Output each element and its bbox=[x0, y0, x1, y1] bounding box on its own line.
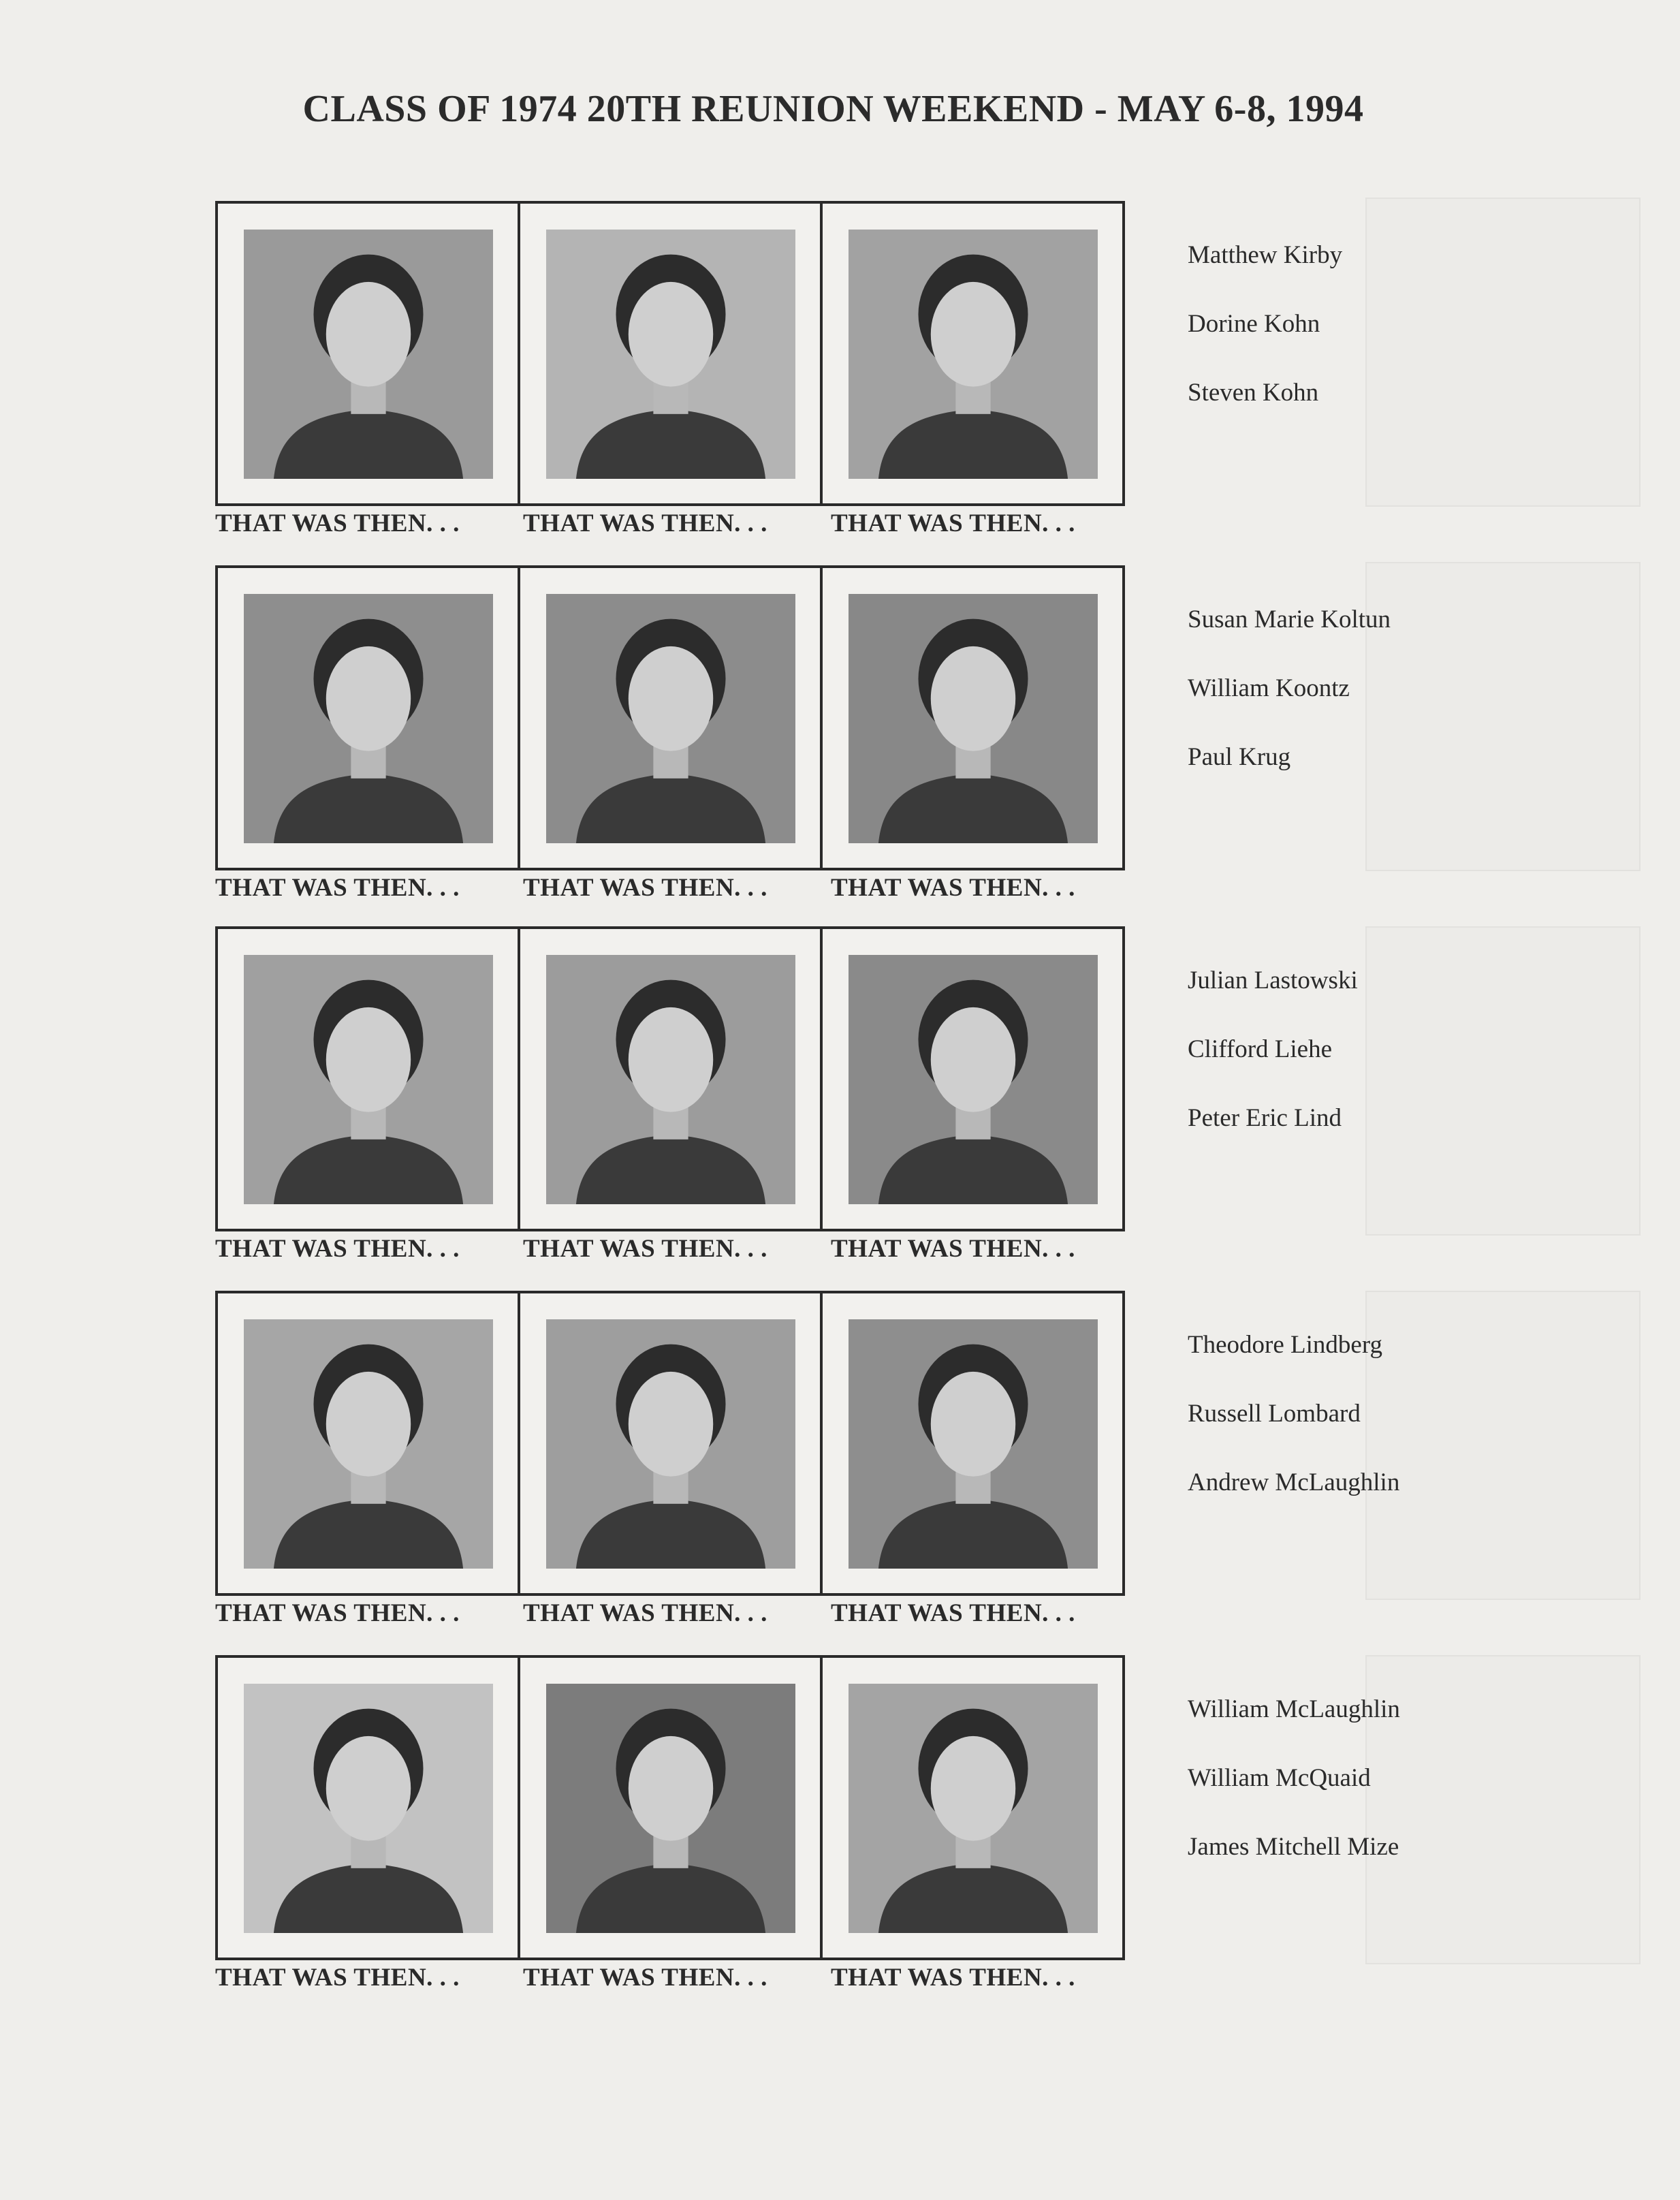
portrait-photo bbox=[849, 955, 1098, 1204]
portrait-photo bbox=[849, 594, 1098, 843]
portrait-photo bbox=[244, 230, 493, 479]
photo-frame bbox=[518, 565, 823, 870]
person-name: Matthew Kirby bbox=[1188, 241, 1343, 269]
face-shape bbox=[629, 282, 713, 387]
portrait-silhouette bbox=[849, 594, 1098, 843]
photo-frame bbox=[820, 926, 1125, 1231]
photo-frame bbox=[820, 565, 1125, 870]
shoulders-shape bbox=[274, 1864, 463, 1933]
face-shape bbox=[629, 646, 713, 751]
shoulders-shape bbox=[878, 1864, 1068, 1933]
photo-frame bbox=[820, 201, 1125, 506]
face-shape bbox=[629, 1007, 713, 1112]
face-shape bbox=[931, 1007, 1015, 1112]
person-name: William McLaughlin bbox=[1188, 1695, 1400, 1723]
name-list bbox=[1188, 1695, 1400, 1901]
bleed-through-shadow bbox=[1365, 198, 1641, 507]
photo-caption: THAT WAS THEN. . . bbox=[523, 1964, 767, 1992]
shoulders-shape bbox=[576, 1864, 765, 1933]
portrait-silhouette bbox=[849, 230, 1098, 479]
face-shape bbox=[931, 646, 1015, 751]
person-name: William Koontz bbox=[1188, 674, 1350, 702]
photo-frame bbox=[215, 1655, 520, 1960]
shoulders-shape bbox=[274, 409, 463, 479]
photo-caption: THAT WAS THEN. . . bbox=[215, 1599, 460, 1627]
photo-caption: THAT WAS THEN. . . bbox=[215, 874, 460, 902]
name-list bbox=[1188, 966, 1358, 1172]
portrait-photo bbox=[244, 955, 493, 1204]
photo-grid bbox=[215, 201, 1122, 506]
person-name: Theodore Lindberg bbox=[1188, 1331, 1382, 1359]
name-list bbox=[1188, 240, 1342, 447]
person-name: Andrew McLaughlin bbox=[1188, 1468, 1400, 1496]
caption-row bbox=[215, 1599, 1139, 1628]
shoulders-shape bbox=[274, 1135, 463, 1204]
shoulders-shape bbox=[274, 1499, 463, 1569]
person-name: Russell Lombard bbox=[1188, 1400, 1361, 1428]
photo-frame bbox=[215, 201, 520, 506]
portrait-silhouette bbox=[849, 955, 1098, 1204]
photo-caption: THAT WAS THEN. . . bbox=[215, 1235, 460, 1263]
portrait-photo bbox=[244, 1684, 493, 1933]
person-name: William McQuaid bbox=[1188, 1764, 1371, 1792]
bleed-through-shadow bbox=[1365, 1655, 1641, 1964]
person-name: Clifford Liehe bbox=[1188, 1035, 1333, 1063]
caption-row bbox=[215, 509, 1139, 538]
photo-caption: THAT WAS THEN. . . bbox=[831, 509, 1075, 537]
portrait-silhouette bbox=[244, 1319, 493, 1569]
photo-frame bbox=[518, 926, 823, 1231]
photo-grid bbox=[215, 565, 1122, 870]
face-shape bbox=[629, 1372, 713, 1477]
portrait-photo bbox=[849, 230, 1098, 479]
photo-grid bbox=[215, 926, 1122, 1231]
portrait-silhouette bbox=[244, 1684, 493, 1933]
person-name: Susan Marie Koltun bbox=[1188, 606, 1391, 633]
photo-caption: THAT WAS THEN. . . bbox=[523, 874, 767, 902]
photo-caption: THAT WAS THEN. . . bbox=[523, 509, 767, 537]
person-name: Dorine Kohn bbox=[1188, 310, 1320, 338]
shoulders-shape bbox=[274, 774, 463, 843]
photo-caption: THAT WAS THEN. . . bbox=[831, 1235, 1075, 1263]
name-list bbox=[1188, 1330, 1399, 1537]
portrait-photo bbox=[849, 1319, 1098, 1569]
photo-grid bbox=[215, 1291, 1122, 1596]
portrait-photo bbox=[546, 594, 795, 843]
photo-frame bbox=[215, 1291, 520, 1596]
portrait-photo bbox=[244, 594, 493, 843]
face-shape bbox=[326, 646, 411, 751]
page-title: CLASS OF 1974 20TH REUNION WEEKEND - MAY 6-8, 1994 bbox=[302, 88, 1364, 130]
shoulders-shape bbox=[878, 774, 1068, 843]
shoulders-shape bbox=[576, 1499, 765, 1569]
face-shape bbox=[931, 1736, 1015, 1841]
person-name: Peter Eric Lind bbox=[1188, 1104, 1342, 1132]
portrait-photo bbox=[546, 955, 795, 1204]
photo-frame bbox=[518, 1655, 823, 1960]
face-shape bbox=[326, 1372, 411, 1477]
portrait-silhouette bbox=[546, 1319, 795, 1569]
bleed-through-shadow bbox=[1365, 926, 1641, 1236]
shoulders-shape bbox=[576, 774, 765, 843]
portrait-silhouette bbox=[244, 594, 493, 843]
portrait-silhouette bbox=[546, 230, 795, 479]
photo-frame bbox=[820, 1655, 1125, 1960]
photo-caption: THAT WAS THEN. . . bbox=[831, 1599, 1075, 1627]
photo-caption: THAT WAS THEN. . . bbox=[831, 1964, 1075, 1992]
shoulders-shape bbox=[878, 1135, 1068, 1204]
bleed-through-shadow bbox=[1365, 1291, 1641, 1600]
portrait-silhouette bbox=[244, 230, 493, 479]
photo-caption: THAT WAS THEN. . . bbox=[523, 1599, 767, 1627]
face-shape bbox=[326, 1736, 411, 1841]
caption-row bbox=[215, 1963, 1139, 1992]
face-shape bbox=[326, 1007, 411, 1112]
portrait-silhouette bbox=[849, 1319, 1098, 1569]
photo-caption: THAT WAS THEN. . . bbox=[523, 1235, 767, 1263]
portrait-silhouette bbox=[546, 1684, 795, 1933]
portrait-silhouette bbox=[849, 1684, 1098, 1933]
bleed-through-shadow bbox=[1365, 562, 1641, 871]
photo-caption: THAT WAS THEN. . . bbox=[215, 509, 460, 537]
caption-row bbox=[215, 873, 1139, 902]
portrait-silhouette bbox=[546, 594, 795, 843]
portrait-photo bbox=[546, 1684, 795, 1933]
person-name: Julian Lastowski bbox=[1188, 967, 1358, 994]
photo-caption: THAT WAS THEN. . . bbox=[831, 874, 1075, 902]
face-shape bbox=[629, 1736, 713, 1841]
portrait-photo bbox=[849, 1684, 1098, 1933]
person-name: Paul Krug bbox=[1188, 743, 1291, 771]
portrait-photo bbox=[546, 1319, 795, 1569]
shoulders-shape bbox=[576, 1135, 765, 1204]
caption-row bbox=[215, 1234, 1139, 1263]
name-list bbox=[1188, 605, 1391, 811]
portrait-silhouette bbox=[546, 955, 795, 1204]
photo-frame bbox=[518, 1291, 823, 1596]
portrait-photo bbox=[546, 230, 795, 479]
face-shape bbox=[326, 282, 411, 387]
photo-frame bbox=[518, 201, 823, 506]
shoulders-shape bbox=[878, 1499, 1068, 1569]
person-name: Steven Kohn bbox=[1188, 379, 1319, 407]
photo-frame bbox=[820, 1291, 1125, 1596]
photo-caption: THAT WAS THEN. . . bbox=[215, 1964, 460, 1992]
face-shape bbox=[931, 1372, 1015, 1477]
face-shape bbox=[931, 282, 1015, 387]
photo-frame bbox=[215, 926, 520, 1231]
photo-grid bbox=[215, 1655, 1122, 1960]
portrait-silhouette bbox=[244, 955, 493, 1204]
shoulders-shape bbox=[576, 409, 765, 479]
shoulders-shape bbox=[878, 409, 1068, 479]
person-name: James Mitchell Mize bbox=[1188, 1833, 1399, 1861]
photo-frame bbox=[215, 565, 520, 870]
portrait-photo bbox=[244, 1319, 493, 1569]
